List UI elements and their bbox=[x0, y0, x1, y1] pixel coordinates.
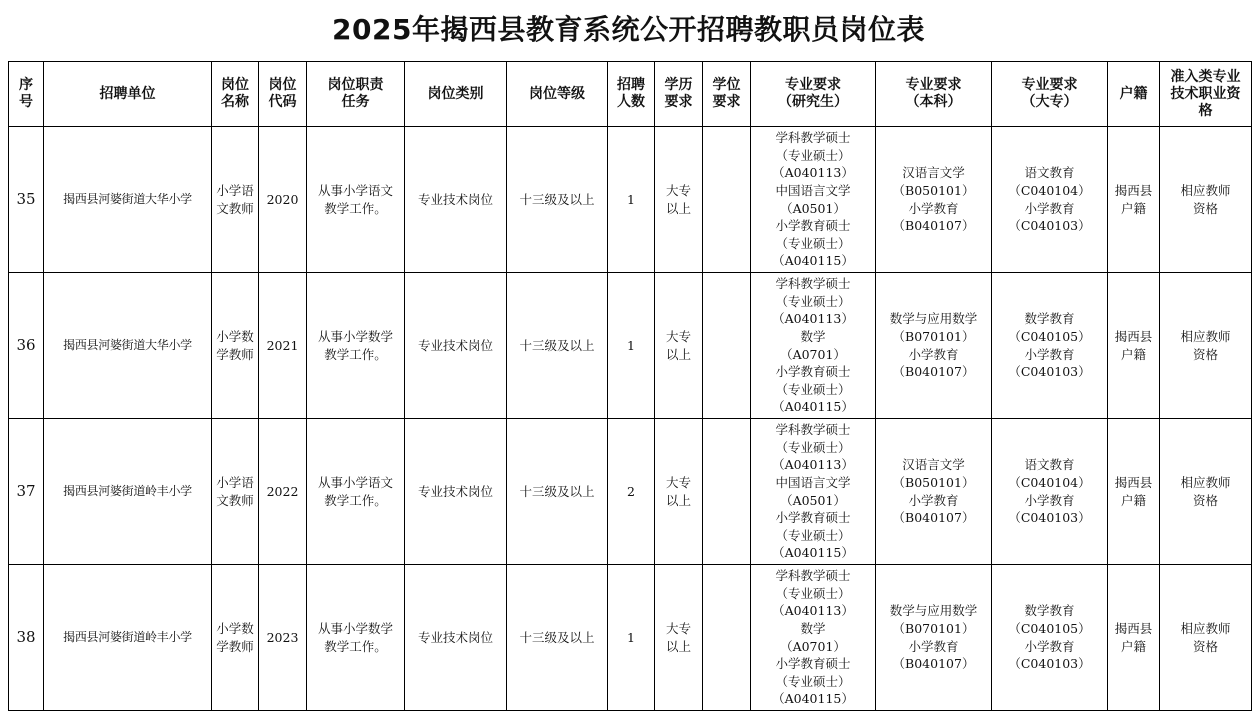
cell-post-name-line: 学教师 bbox=[216, 346, 254, 362]
cell-education bbox=[655, 565, 703, 711]
cell-major-grad bbox=[751, 273, 876, 419]
cell-qualification-line: 相应教师 bbox=[1180, 620, 1231, 636]
cell-hukou-line: 揭西县 bbox=[1114, 182, 1153, 198]
cell-post-code: 2022 bbox=[259, 419, 307, 565]
cell-hukou-line: 户籍 bbox=[1120, 638, 1146, 654]
cell-major-college bbox=[992, 127, 1108, 273]
cell-hukou-line: 揭西县 bbox=[1114, 328, 1153, 344]
header-duty bbox=[307, 62, 405, 127]
cell-major-college-line: （C040104） bbox=[1008, 182, 1091, 198]
header-post-code-line: 岗位 bbox=[268, 77, 297, 93]
header-category bbox=[405, 62, 507, 127]
cell-major-college-line: （C040103） bbox=[1008, 218, 1091, 234]
header-post-name-line: 岗位 bbox=[221, 77, 249, 93]
cell-major-grad-line: 小学教育硕士 bbox=[775, 656, 851, 672]
header-seq-line: 号 bbox=[19, 94, 33, 110]
cell-hukou bbox=[1108, 419, 1160, 565]
cell-major-college bbox=[992, 273, 1108, 419]
header-post-code bbox=[259, 62, 307, 127]
cell-qualification-line: 相应教师 bbox=[1180, 474, 1231, 490]
recruitment-table bbox=[8, 61, 1252, 711]
cell-hukou bbox=[1108, 565, 1160, 711]
cell-unit: 揭西县河婆街道岭丰小学 bbox=[44, 419, 212, 565]
header-qualification-line: 格 bbox=[1198, 102, 1213, 119]
header-hukou-line: 户籍 bbox=[1119, 85, 1148, 102]
cell-major-bachelor-line: （B040107） bbox=[892, 510, 975, 526]
cell-duty bbox=[307, 419, 405, 565]
header-count-line: 人数 bbox=[617, 94, 645, 110]
cell-major-grad-line: （A040115） bbox=[772, 253, 854, 269]
cell-level: 十三级及以上 bbox=[507, 273, 608, 419]
cell-education-line: 以上 bbox=[665, 492, 691, 508]
cell-count: 1 bbox=[608, 273, 655, 419]
cell-duty-line: 从事小学语文 bbox=[317, 474, 393, 490]
header-unit-line: 招聘单位 bbox=[99, 85, 156, 102]
cell-duty bbox=[307, 127, 405, 273]
cell-qualification-line: 资格 bbox=[1192, 638, 1218, 654]
cell-post-code: 2023 bbox=[259, 565, 307, 711]
cell-major-college-line: （C040103） bbox=[1008, 656, 1091, 672]
header-major-college-line: 专业要求 bbox=[1021, 77, 1078, 93]
cell-post-code: 2021 bbox=[259, 273, 307, 419]
header-major-college-line: （大专） bbox=[1021, 94, 1078, 110]
cell-major-grad-line: 小学教育硕士 bbox=[775, 364, 851, 380]
cell-major-grad-line: （专业硕士） bbox=[775, 439, 851, 455]
cell-major-college-line: 小学教育 bbox=[1024, 346, 1075, 362]
cell-major-grad-line: 中国语言文学 bbox=[775, 474, 851, 490]
header-post-name bbox=[212, 62, 259, 127]
cell-major-bachelor-line: 数学与应用数学 bbox=[889, 311, 978, 327]
cell-post-name-line: 小学语 bbox=[216, 182, 254, 198]
cell-major-bachelor bbox=[876, 565, 992, 711]
cell-major-grad bbox=[751, 565, 876, 711]
cell-hukou-line: 揭西县 bbox=[1114, 620, 1153, 636]
table-row bbox=[9, 565, 1252, 711]
cell-major-college-line: 小学教育 bbox=[1024, 200, 1075, 216]
header-major-grad-line: （研究生） bbox=[778, 94, 848, 110]
cell-major-grad-line: （A040113） bbox=[772, 603, 854, 619]
cell-post-name-line: 文教师 bbox=[216, 200, 254, 216]
cell-level: 十三级及以上 bbox=[507, 565, 608, 711]
cell-major-bachelor-line: 汉语言文学 bbox=[902, 457, 965, 473]
cell-duty-line: 教学工作。 bbox=[324, 638, 387, 654]
cell-degree bbox=[703, 419, 751, 565]
cell-category: 专业技术岗位 bbox=[405, 127, 507, 273]
cell-major-grad-line: 学科教学硕士 bbox=[775, 276, 851, 292]
cell-duty bbox=[307, 273, 405, 419]
cell-qualification bbox=[1160, 127, 1252, 273]
table-row bbox=[9, 127, 1252, 273]
cell-count: 1 bbox=[608, 565, 655, 711]
header-major-college bbox=[992, 62, 1108, 127]
header-major-grad bbox=[751, 62, 876, 127]
cell-major-college-line: （C040103） bbox=[1008, 364, 1091, 380]
header-qualification-line: 技术职业资 bbox=[1170, 85, 1241, 102]
header-major-bachelor bbox=[876, 62, 992, 127]
cell-degree bbox=[703, 273, 751, 419]
cell-unit: 揭西县河婆街道岭丰小学 bbox=[44, 565, 212, 711]
cell-duty bbox=[307, 565, 405, 711]
cell-major-grad-line: （A0501） bbox=[780, 492, 846, 508]
cell-qualification-line: 相应教师 bbox=[1180, 182, 1231, 198]
cell-category: 专业技术岗位 bbox=[405, 419, 507, 565]
cell-major-bachelor-line: 小学教育 bbox=[908, 492, 959, 508]
cell-duty-line: 从事小学数学 bbox=[317, 328, 393, 344]
cell-major-bachelor-line: （B070101） bbox=[892, 620, 975, 636]
header-education-line: 要求 bbox=[664, 94, 693, 110]
cell-major-bachelor-line: （B040107） bbox=[892, 364, 975, 380]
cell-count: 2 bbox=[608, 419, 655, 565]
cell-major-grad-line: （专业硕士） bbox=[775, 585, 851, 601]
cell-major-bachelor-line: （B040107） bbox=[892, 218, 975, 234]
cell-major-grad-line: 数学 bbox=[800, 620, 826, 636]
header-duty-line: 任务 bbox=[341, 94, 370, 110]
cell-major-grad-line: （专业硕士） bbox=[775, 527, 851, 543]
cell-major-grad-line: （A0701） bbox=[780, 638, 846, 654]
header-row bbox=[9, 62, 1252, 127]
cell-major-college-line: 语文教育 bbox=[1024, 457, 1075, 473]
cell-education bbox=[655, 419, 703, 565]
cell-qualification bbox=[1160, 565, 1252, 711]
cell-post-name-line: 小学语 bbox=[216, 474, 254, 490]
cell-degree bbox=[703, 127, 751, 273]
cell-post-name bbox=[212, 127, 259, 273]
cell-qualification bbox=[1160, 273, 1252, 419]
cell-major-college-line: （C040104） bbox=[1008, 474, 1091, 490]
cell-major-bachelor-line: 数学与应用数学 bbox=[889, 603, 978, 619]
cell-major-grad-line: （A040115） bbox=[772, 545, 854, 561]
cell-major-college-line: （C040103） bbox=[1008, 510, 1091, 526]
cell-major-grad-line: （A040113） bbox=[772, 165, 854, 181]
table-body bbox=[9, 127, 1252, 711]
cell-duty-line: 从事小学语文 bbox=[317, 182, 393, 198]
cell-major-grad-line: （A040115） bbox=[772, 399, 854, 415]
cell-duty-line: 从事小学数学 bbox=[317, 620, 393, 636]
cell-post-name bbox=[212, 419, 259, 565]
header-qualification-line: 准入类专业 bbox=[1170, 68, 1241, 85]
header-seq bbox=[9, 62, 44, 127]
cell-major-grad bbox=[751, 127, 876, 273]
cell-qualification-line: 资格 bbox=[1192, 346, 1218, 362]
header-post-name-line: 名称 bbox=[221, 94, 249, 110]
cell-post-name bbox=[212, 565, 259, 711]
header-degree bbox=[703, 62, 751, 127]
cell-major-bachelor bbox=[876, 419, 992, 565]
cell-major-grad-line: （专业硕士） bbox=[775, 235, 851, 251]
header-level-line: 岗位等级 bbox=[529, 85, 585, 102]
cell-education bbox=[655, 127, 703, 273]
cell-major-grad-line: 学科教学硕士 bbox=[775, 130, 851, 146]
cell-major-bachelor-line: （B040107） bbox=[892, 656, 975, 672]
header-major-grad-line: 专业要求 bbox=[785, 77, 841, 93]
cell-major-grad-line: （A0701） bbox=[780, 346, 846, 362]
header-degree-line: 要求 bbox=[712, 94, 741, 110]
cell-duty-line: 教学工作。 bbox=[324, 492, 387, 508]
cell-hukou-line: 户籍 bbox=[1120, 492, 1146, 508]
cell-post-name-line: 学教师 bbox=[216, 638, 254, 654]
cell-education-line: 大专 bbox=[665, 620, 691, 636]
header-major-bachelor-line: 专业要求 bbox=[905, 77, 962, 93]
cell-major-college-line: 语文教育 bbox=[1024, 165, 1075, 181]
cell-qualification-line: 资格 bbox=[1192, 492, 1218, 508]
cell-major-grad-line: 数学 bbox=[800, 328, 826, 344]
cell-major-grad-line: （专业硕士） bbox=[775, 381, 851, 397]
cell-major-grad-line: （A040113） bbox=[772, 457, 854, 473]
cell-post-name-line: 小学数 bbox=[216, 328, 254, 344]
cell-level: 十三级及以上 bbox=[507, 419, 608, 565]
cell-hukou bbox=[1108, 127, 1160, 273]
cell-major-college-line: 数学教育 bbox=[1024, 603, 1075, 619]
cell-hukou-line: 揭西县 bbox=[1114, 474, 1153, 490]
header-post-code-line: 代码 bbox=[268, 94, 297, 110]
cell-major-college-line: （C040105） bbox=[1008, 620, 1091, 636]
cell-post-name-line: 小学数 bbox=[216, 620, 254, 636]
cell-post-code: 2020 bbox=[259, 127, 307, 273]
cell-major-grad-line: （A040115） bbox=[772, 691, 854, 707]
cell-major-grad-line: 学科教学硕士 bbox=[775, 422, 851, 438]
table-row bbox=[9, 273, 1252, 419]
cell-education-line: 大专 bbox=[665, 182, 691, 198]
page-title: 2025年揭西县教育系统公开招聘教职员岗位表 bbox=[332, 13, 925, 46]
cell-major-bachelor-line: （B070101） bbox=[892, 328, 975, 344]
cell-major-college-line: （C040105） bbox=[1008, 328, 1091, 344]
header-education-line: 学历 bbox=[664, 77, 693, 93]
cell-education bbox=[655, 273, 703, 419]
table-row bbox=[9, 419, 1252, 565]
cell-seq: 37 bbox=[9, 419, 44, 565]
cell-major-bachelor-line: （B050101） bbox=[892, 474, 975, 490]
header-level bbox=[507, 62, 608, 127]
cell-major-grad-line: （专业硕士） bbox=[775, 147, 851, 163]
cell-hukou-line: 户籍 bbox=[1120, 346, 1146, 362]
cell-hukou bbox=[1108, 273, 1160, 419]
cell-unit: 揭西县河婆街道大华小学 bbox=[44, 273, 212, 419]
cell-major-grad-line: （专业硕士） bbox=[775, 293, 851, 309]
cell-hukou-line: 户籍 bbox=[1120, 200, 1146, 216]
header-duty-line: 岗位职责 bbox=[327, 77, 384, 93]
cell-seq: 35 bbox=[9, 127, 44, 273]
header-education bbox=[655, 62, 703, 127]
cell-major-grad-line: 小学教育硕士 bbox=[775, 218, 851, 234]
cell-duty-line: 教学工作。 bbox=[324, 346, 387, 362]
cell-education-line: 大专 bbox=[665, 474, 691, 490]
cell-major-bachelor-line: 汉语言文学 bbox=[902, 165, 965, 181]
cell-seq: 38 bbox=[9, 565, 44, 711]
cell-major-grad bbox=[751, 419, 876, 565]
cell-qualification-line: 相应教师 bbox=[1180, 328, 1231, 344]
header-count-line: 招聘 bbox=[617, 77, 645, 93]
cell-post-name bbox=[212, 273, 259, 419]
cell-post-name-line: 文教师 bbox=[216, 492, 254, 508]
cell-education-line: 以上 bbox=[665, 346, 691, 362]
cell-education-line: 以上 bbox=[665, 638, 691, 654]
cell-qualification bbox=[1160, 419, 1252, 565]
cell-major-grad-line: 小学教育硕士 bbox=[775, 510, 851, 526]
cell-major-college bbox=[992, 419, 1108, 565]
cell-major-grad-line: （A0501） bbox=[780, 200, 846, 216]
header-category-line: 岗位类别 bbox=[427, 85, 484, 102]
cell-education-line: 大专 bbox=[665, 328, 691, 344]
cell-count: 1 bbox=[608, 127, 655, 273]
cell-degree bbox=[703, 565, 751, 711]
header-hukou bbox=[1108, 62, 1160, 127]
cell-major-bachelor bbox=[876, 273, 992, 419]
cell-major-college-line: 小学教育 bbox=[1024, 638, 1075, 654]
cell-major-grad-line: 学科教学硕士 bbox=[775, 568, 851, 584]
cell-major-bachelor-line: （B050101） bbox=[892, 182, 975, 198]
cell-duty-line: 教学工作。 bbox=[324, 200, 387, 216]
cell-major-bachelor bbox=[876, 127, 992, 273]
cell-qualification-line: 资格 bbox=[1192, 200, 1218, 216]
cell-major-college bbox=[992, 565, 1108, 711]
cell-major-college-line: 小学教育 bbox=[1024, 492, 1075, 508]
cell-major-grad-line: 中国语言文学 bbox=[775, 182, 851, 198]
header-major-bachelor-line: （本科） bbox=[905, 94, 962, 110]
cell-major-college-line: 数学教育 bbox=[1024, 311, 1075, 327]
header-qualification bbox=[1160, 62, 1252, 127]
header-seq-line: 序 bbox=[19, 77, 33, 93]
cell-unit: 揭西县河婆街道大华小学 bbox=[44, 127, 212, 273]
header-unit bbox=[44, 62, 212, 127]
header-count bbox=[608, 62, 655, 127]
cell-level: 十三级及以上 bbox=[507, 127, 608, 273]
cell-major-bachelor-line: 小学教育 bbox=[908, 638, 959, 654]
cell-major-bachelor-line: 小学教育 bbox=[908, 200, 959, 216]
cell-major-grad-line: （A040113） bbox=[772, 311, 854, 327]
cell-education-line: 以上 bbox=[665, 200, 691, 216]
cell-category: 专业技术岗位 bbox=[405, 273, 507, 419]
table-header bbox=[9, 62, 1252, 127]
cell-category: 专业技术岗位 bbox=[405, 565, 507, 711]
cell-major-bachelor-line: 小学教育 bbox=[908, 346, 959, 362]
header-degree-line: 学位 bbox=[712, 77, 741, 93]
cell-seq: 36 bbox=[9, 273, 44, 419]
cell-major-grad-line: （专业硕士） bbox=[775, 673, 851, 689]
